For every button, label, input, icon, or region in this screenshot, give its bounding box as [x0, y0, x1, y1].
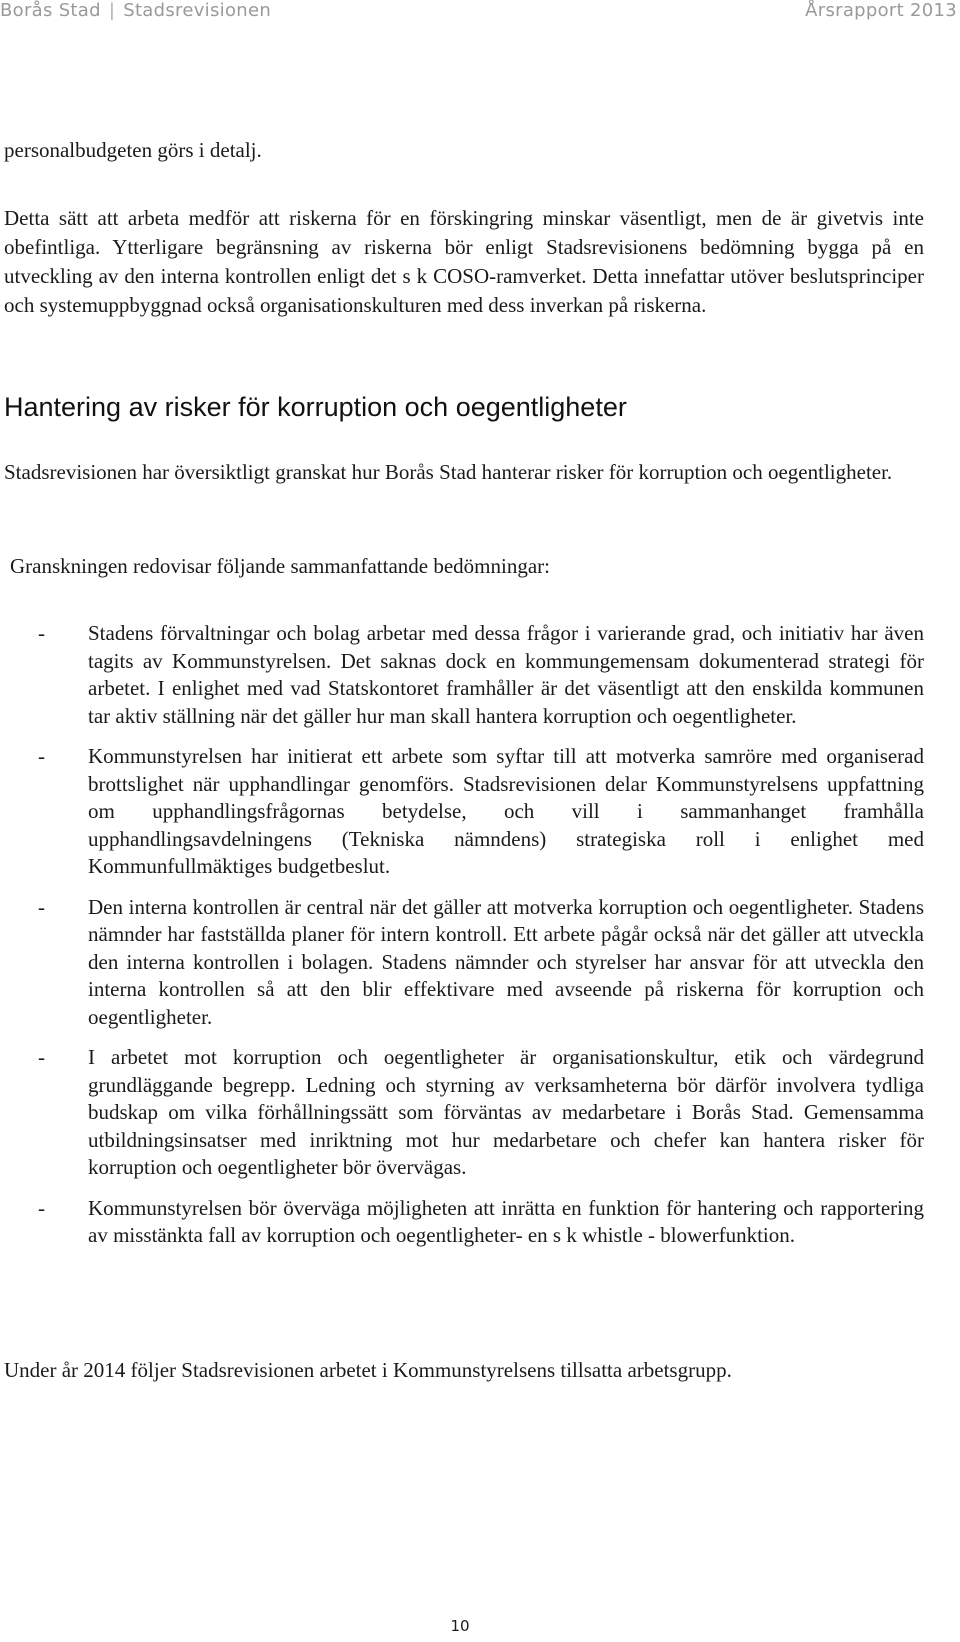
list-item-text: I arbetet mot korruption och oegentligheter är organisationskultur, etik och värdegrund grundläggande begrepp. Ledning och styrning av verksamheterna bör därför involvera tydliga budskap om vilka förhållningssätt som förväntas av medarbetare i Borås Stad. Gemensamma utbildningsinsatser med inriktning mot hur medarbetare och chefer kan hantera risker för korruption och oegentligheter bör övervägas.	[88, 1045, 924, 1179]
paragraph-continuation: personalbudgeten görs i detalj.	[4, 138, 262, 162]
list-item	[4, 894, 924, 1032]
paragraph-risk-reduction: Detta sätt att arbeta medför att riskerna för en förskingring minskar väsentligt, men de är givetvis inte obefintliga. Ytterligare begränsning av riskerna bör enligt Stadsrevisionens bedömning bygga på en utveckling av den interna kontrollen enligt det s k COSO-ramverket. Detta innefattar utöver beslutsprinciper och systemuppbyggnad också organisationskulturen med dess inverkan på riskerna.	[4, 206, 924, 317]
list-marker: -	[38, 1045, 45, 1069]
list-item-text: Den interna kontrollen är central när det gäller att motverka korruption och oegentligheter. Stadens nämnder har fastställda planer för intern kontroll. Ett arbete pågår också när det gäller att utveckla den interna kontrollen i bolagen. Stadens nämnder och styrelser har ansvar för att utveckla den interna kontrollen så att den blir effektivare med avseende på riskerna för korruption och oegentligheter.	[88, 894, 924, 1029]
list-item	[4, 1195, 924, 1250]
page-number: 10	[450, 1617, 470, 1635]
assessment-list	[4, 620, 924, 1263]
list-item	[4, 1044, 924, 1182]
list-item	[4, 620, 924, 730]
header-report-title: Årsrapport 2013	[805, 0, 957, 21]
list-marker: -	[38, 621, 45, 645]
paragraph-review-intro: Stadsrevisionen har översiktligt granskat hur Borås Stad hanterar risker för korruption och oegentligheter.	[4, 460, 893, 484]
list-marker: -	[38, 894, 45, 919]
header-department: Stadsrevisionen	[123, 0, 272, 21]
header-left	[0, 0, 271, 21]
list-item	[4, 743, 924, 881]
list-item-text: Kommunstyrelsen har initierat ett arbete som syftar till att motverka samröre med organiserad brottslighet när upphandlingar genomförs. Stadsrevisionen delar Kommunstyrelsens uppfattning om upphandlingsfrågornas betydelse, och vill i sammanhanget framhålla upphandlingsavdelningens (Tekniska nämndens) strategiska roll i enlighet med Kommunfullmäktiges budgetbeslut.	[88, 744, 924, 878]
list-marker: -	[38, 1195, 45, 1220]
list-marker: -	[38, 744, 45, 768]
paragraph-summary-intro: Granskningen redovisar följande sammanfattande bedömningar:	[10, 554, 550, 578]
paragraph-closing: Under år 2014 följer Stadsrevisionen arbetet i Kommunstyrelsens tillsatta arbetsgrupp.	[4, 1358, 732, 1382]
section-heading: Hantering av risker för korruption och oegentligheter	[4, 392, 627, 422]
list-item-text: Stadens förvaltningar och bolag arbetar med dessa frågor i varierande grad, och initiativ har även tagits av Kommunstyrelsen. Det saknas dock en kommungemensam dokumenterad strategi för arbetet. I enlighet med vad Statskontoret framhåller är det väsentligt att den enskilda kommunen tar aktiv ställning när det gäller hur man skall hantera korruption och oegentligheter.	[88, 621, 924, 728]
page-header	[0, 0, 960, 26]
header-org: Borås Stad	[0, 0, 101, 21]
list-item-text: Kommunstyrelsen bör överväga möjligheten att inrätta en funktion för hantering och rapportering av misstänkta fall av korruption och oegentligheter- en s k whistle - blowerfunktion.	[88, 1195, 924, 1247]
header-separator: |	[108, 0, 116, 21]
